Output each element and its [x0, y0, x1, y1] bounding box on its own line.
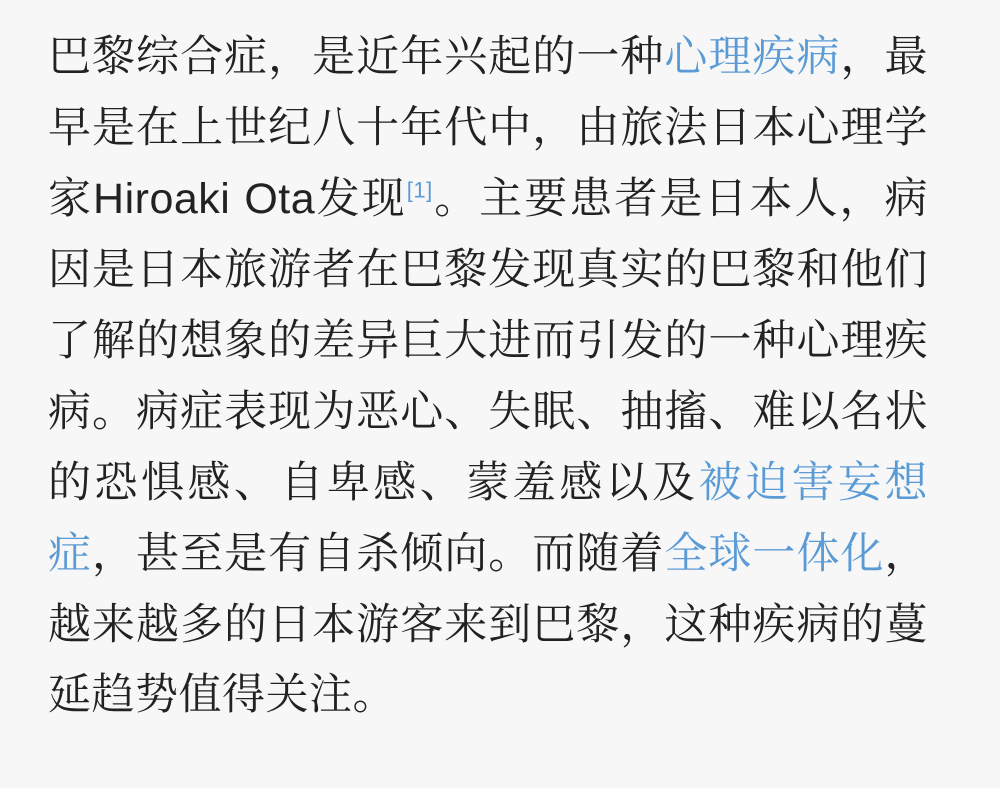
reference-marker[interactable]: [1]: [406, 177, 433, 203]
article-link[interactable]: 被迫害妄想症: [48, 458, 929, 578]
article-link[interactable]: 全球一体化: [664, 529, 885, 578]
article-text: ，越来越多的日本游客来到巴黎，这种疾病的蔓延趋势值得关注。: [48, 529, 929, 720]
article-paragraph: [48, 22, 928, 731]
article-body: [48, 22, 928, 731]
article-text: 。主要患者是日本人，病因是日本旅游者在巴黎发现真实的巴黎和他们了解的想象的差异巨大进而引发的一种心理疾病。病症表现为恶心、失眠、抽搐、难以名状的恐惧感、自卑感、蒙羞感以及: [48, 174, 928, 507]
article-text: 发现: [315, 174, 407, 223]
article-text: 巴黎综合症，是近年兴起的一种: [48, 33, 665, 81]
article-link[interactable]: 心理疾病: [664, 33, 841, 81]
article-text: ，最早是在上世纪八十年代中，由旅法日本心理学家: [48, 33, 929, 223]
latin-name-text: Hiroaki Ota: [93, 174, 316, 223]
article-text: ，甚至是有自杀倾向。而随着: [92, 529, 665, 578]
